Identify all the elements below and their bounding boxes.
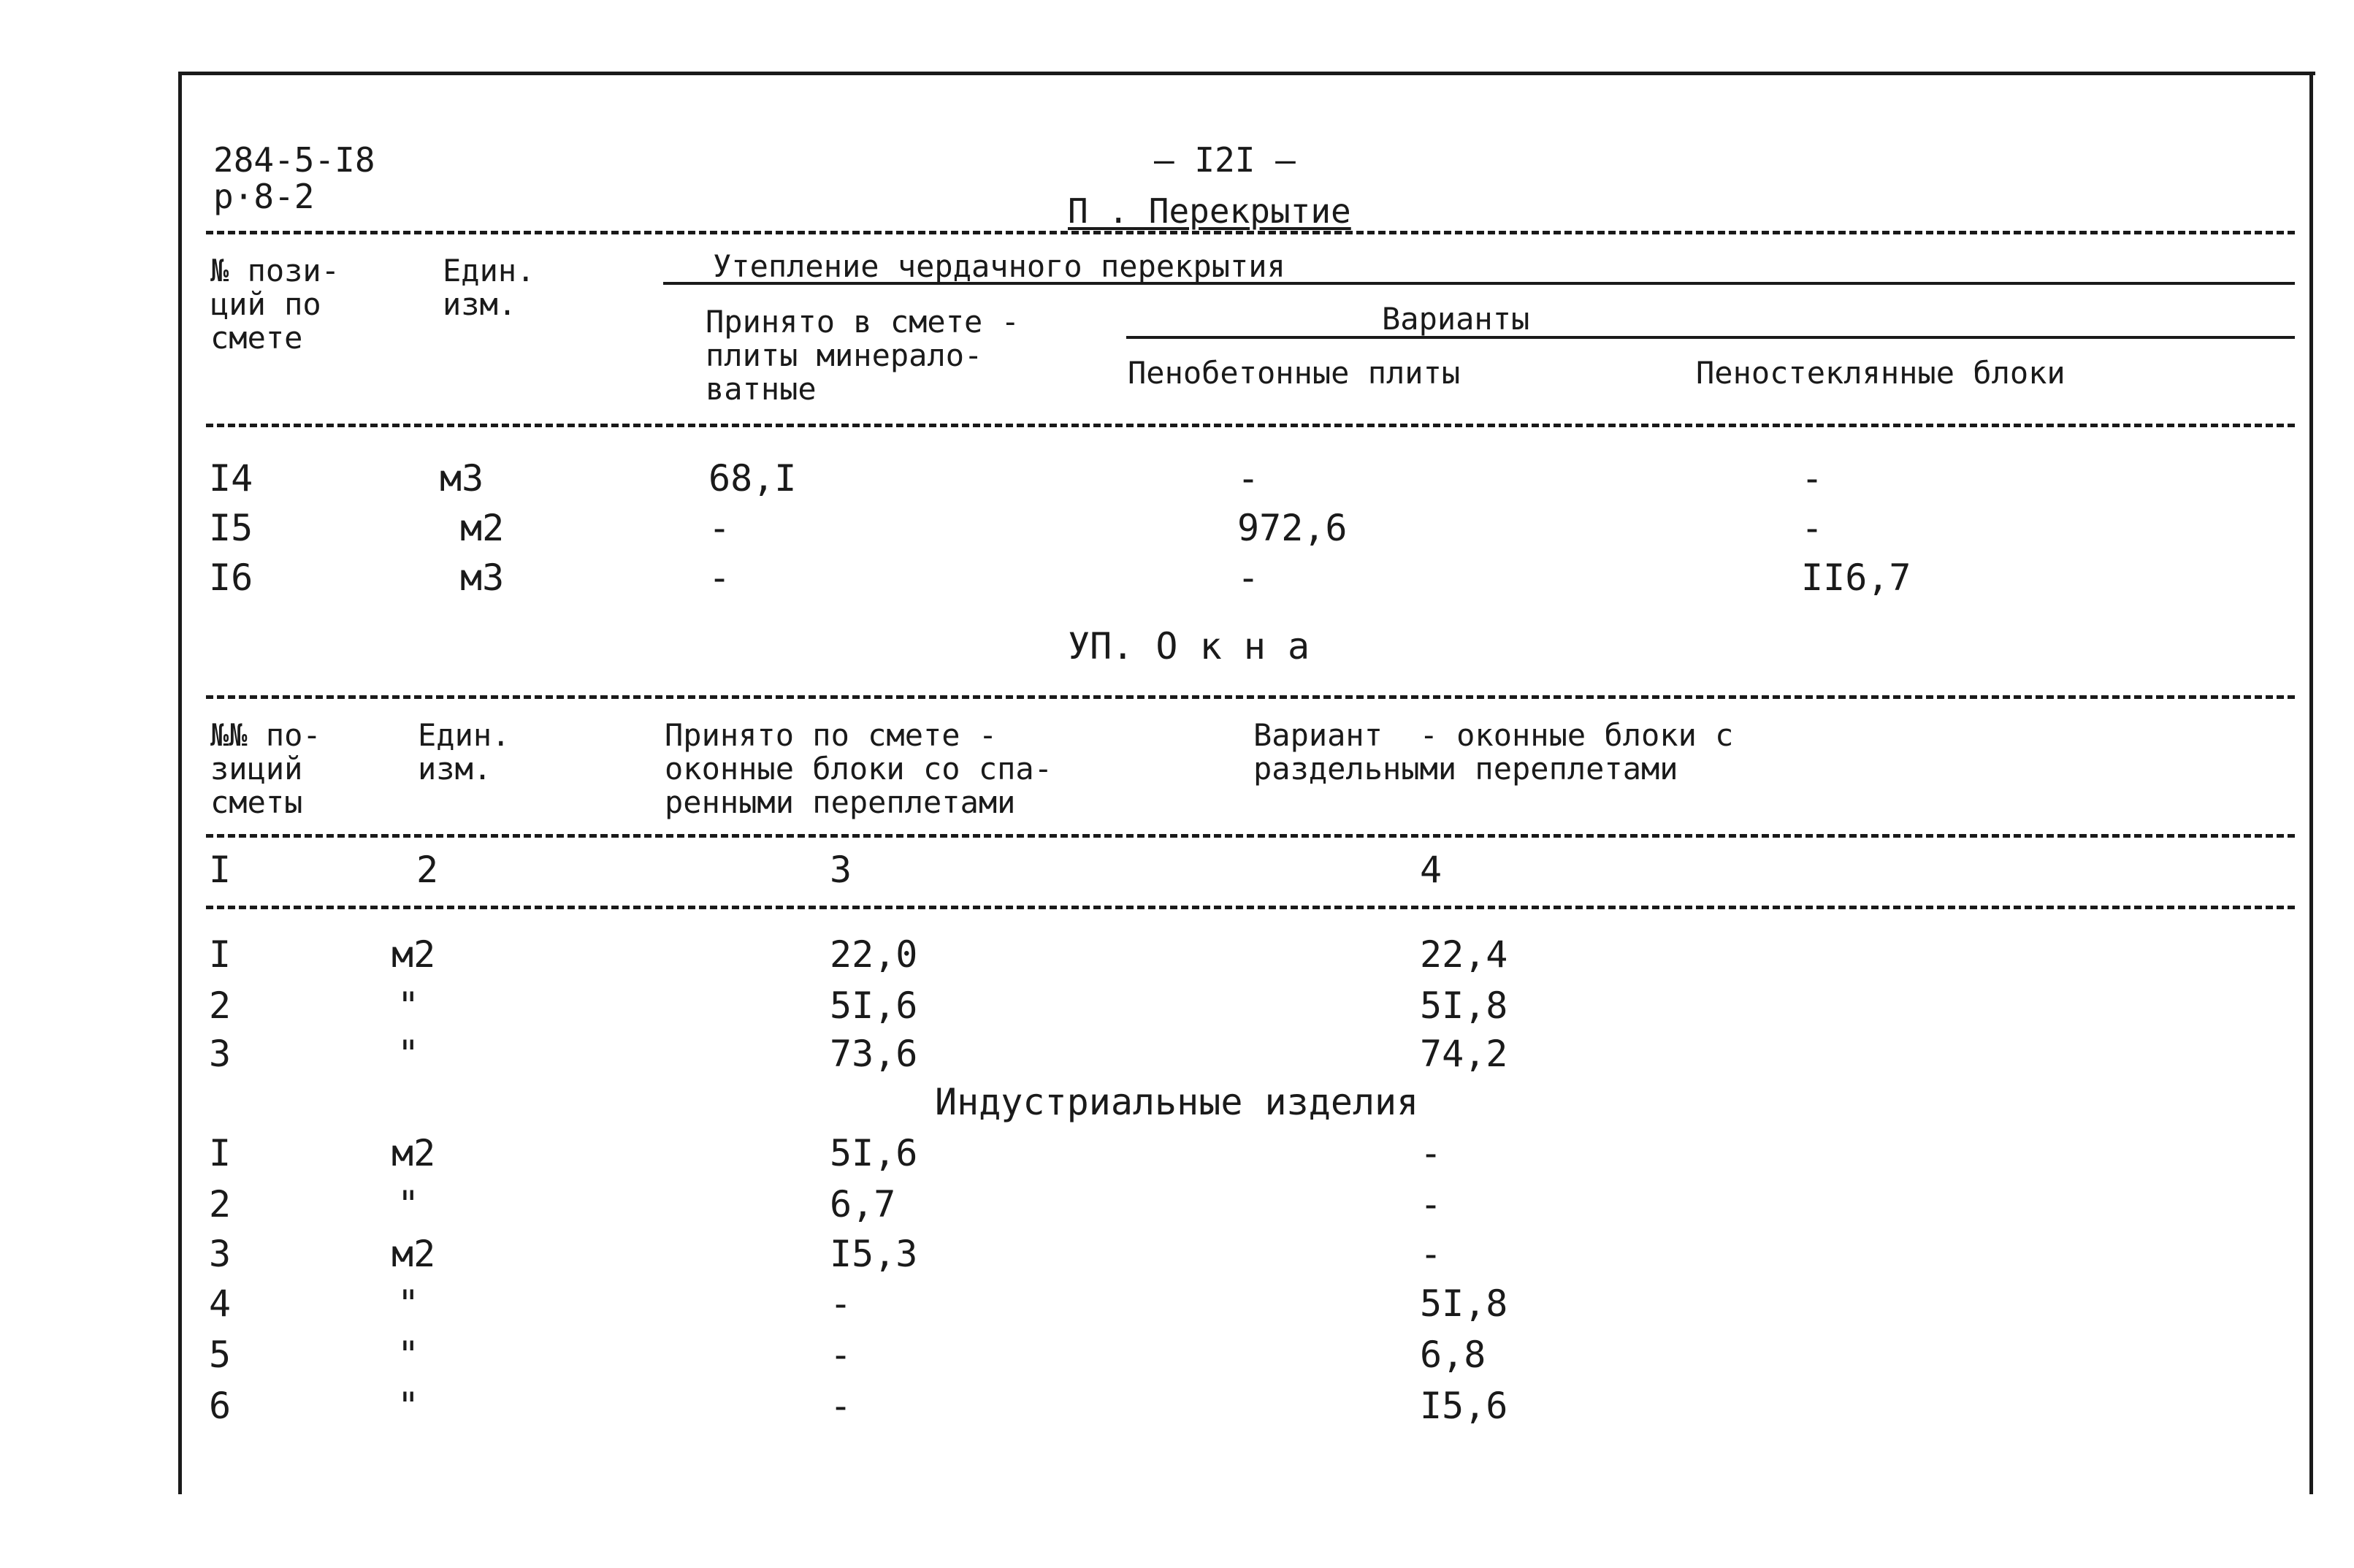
- s7-ind-cell-accepted: 5I,6: [830, 1132, 918, 1174]
- s7-ind-cell-unit: м2: [391, 1233, 436, 1275]
- s7-ind-cell-unit: ": [397, 1282, 420, 1325]
- s2-header-group: Утепление чердачного перекрытия: [713, 248, 1285, 284]
- s2-cell-pos: I4: [209, 457, 253, 500]
- s7-ind-cell-variant: -: [1420, 1233, 1442, 1275]
- s2-cell-variant2: -: [1801, 457, 1824, 500]
- s2-header-variant1: Пенобетонные плиты: [1128, 355, 1461, 391]
- s2-cell-pos: I5: [209, 507, 253, 549]
- s7-colnum: 3: [830, 849, 852, 891]
- s2-header-accepted: Принято в смете - плиты минерало- ватные: [706, 304, 1020, 407]
- s7-cell-pos: I: [209, 933, 232, 976]
- section2-top-rule: [206, 231, 2295, 234]
- s7-header-accepted: Принято по смете - оконные блоки со спа- ренными переплетами: [665, 717, 1053, 820]
- s7-ind-cell-pos: 6: [209, 1385, 232, 1427]
- s2-variants-rule: [1126, 336, 2295, 339]
- s7-ind-cell-variant: I5,6: [1420, 1385, 1508, 1427]
- s7-cell-unit: м2: [391, 933, 436, 976]
- s2-cell-variant1: -: [1237, 557, 1260, 599]
- s7-ind-cell-pos: I: [209, 1132, 232, 1174]
- s2-cell-variant1: -: [1237, 457, 1260, 500]
- page-frame-top: [181, 72, 2315, 75]
- s7-header-variant: Вариант - оконные блоки с раздельными переплетами: [1253, 717, 1734, 787]
- s7-cell-unit: ": [397, 984, 420, 1027]
- page-frame-right: [2309, 72, 2313, 1494]
- s7-subtitle-industrial: Индустриальные изделия: [935, 1081, 1419, 1123]
- s2-cell-accepted: -: [708, 557, 731, 599]
- section7-top-rule: [206, 695, 2295, 699]
- s7-ind-cell-accepted: 6,7: [830, 1183, 896, 1225]
- s2-cell-unit: м3: [440, 457, 484, 500]
- page-frame-left: [178, 72, 182, 1494]
- s7-ind-cell-unit: ": [397, 1183, 420, 1225]
- s7-ind-cell-pos: 3: [209, 1233, 232, 1275]
- s7-ind-cell-accepted: -: [830, 1385, 852, 1427]
- s7-header-rule: [206, 834, 2295, 838]
- s7-ind-cell-unit: ": [397, 1334, 420, 1376]
- s7-ind-cell-variant: 6,8: [1420, 1334, 1486, 1376]
- s2-group-rule: [663, 282, 2295, 285]
- s7-ind-cell-pos: 2: [209, 1183, 232, 1225]
- s7-ind-cell-accepted: -: [830, 1282, 852, 1325]
- s2-cell-accepted: 68,I: [708, 457, 797, 500]
- s7-cell-accepted: 73,6: [830, 1033, 918, 1075]
- s7-cell-accepted: 5I,6: [830, 984, 918, 1027]
- s2-cell-pos: I6: [209, 557, 253, 599]
- s7-cell-variant: 74,2: [1420, 1033, 1508, 1075]
- s2-header-unit: Един. изм.: [443, 253, 535, 322]
- s2-header-variants: Варианты: [1382, 301, 1530, 337]
- page-number: — I2I —: [1154, 140, 1296, 180]
- s2-cell-accepted: -: [708, 507, 731, 549]
- s7-cell-unit: ": [397, 1033, 420, 1075]
- s7-header-unit: Един. изм.: [418, 717, 511, 787]
- s2-cell-unit: м3: [460, 557, 505, 599]
- s2-header-bottom-rule: [206, 424, 2295, 427]
- s7-cell-variant: 22,4: [1420, 933, 1508, 976]
- section2-title: П . Перекрытие: [1068, 191, 1351, 231]
- s7-ind-cell-unit: м2: [391, 1132, 436, 1174]
- s7-colnum: 2: [416, 849, 439, 891]
- s7-cell-pos: 2: [209, 984, 232, 1027]
- s7-colnum-rule: [206, 906, 2295, 909]
- s7-ind-cell-variant: -: [1420, 1132, 1442, 1174]
- s2-cell-unit: м2: [460, 507, 505, 549]
- s2-cell-variant1: 972,6: [1237, 507, 1348, 549]
- s7-cell-variant: 5I,8: [1420, 984, 1508, 1027]
- s7-cell-accepted: 22,0: [830, 933, 918, 976]
- s7-ind-cell-accepted: -: [830, 1334, 852, 1376]
- s7-colnum: 4: [1420, 849, 1442, 891]
- s7-ind-cell-pos: 4: [209, 1282, 232, 1325]
- s7-colnum: I: [209, 849, 232, 891]
- doc-code: 284-5-I8: [213, 140, 375, 180]
- section7-title: УП. О к н а: [1068, 625, 1310, 668]
- s2-header-positions: № пози- ций по смете: [210, 253, 340, 356]
- s7-ind-cell-variant: -: [1420, 1183, 1442, 1225]
- doc-sheet: р·8-2: [213, 177, 315, 216]
- s2-cell-variant2: -: [1801, 507, 1824, 549]
- s7-cell-pos: 3: [209, 1033, 232, 1075]
- s7-ind-cell-variant: 5I,8: [1420, 1282, 1508, 1325]
- s2-header-variant2: Пеностеклянные блоки: [1696, 355, 2066, 391]
- s2-cell-variant2: II6,7: [1801, 557, 1911, 599]
- s7-ind-cell-accepted: I5,3: [830, 1233, 918, 1275]
- s7-header-positions: №№ по- зиций сметы: [210, 717, 321, 820]
- s7-ind-cell-pos: 5: [209, 1334, 232, 1376]
- s7-ind-cell-unit: ": [397, 1385, 420, 1427]
